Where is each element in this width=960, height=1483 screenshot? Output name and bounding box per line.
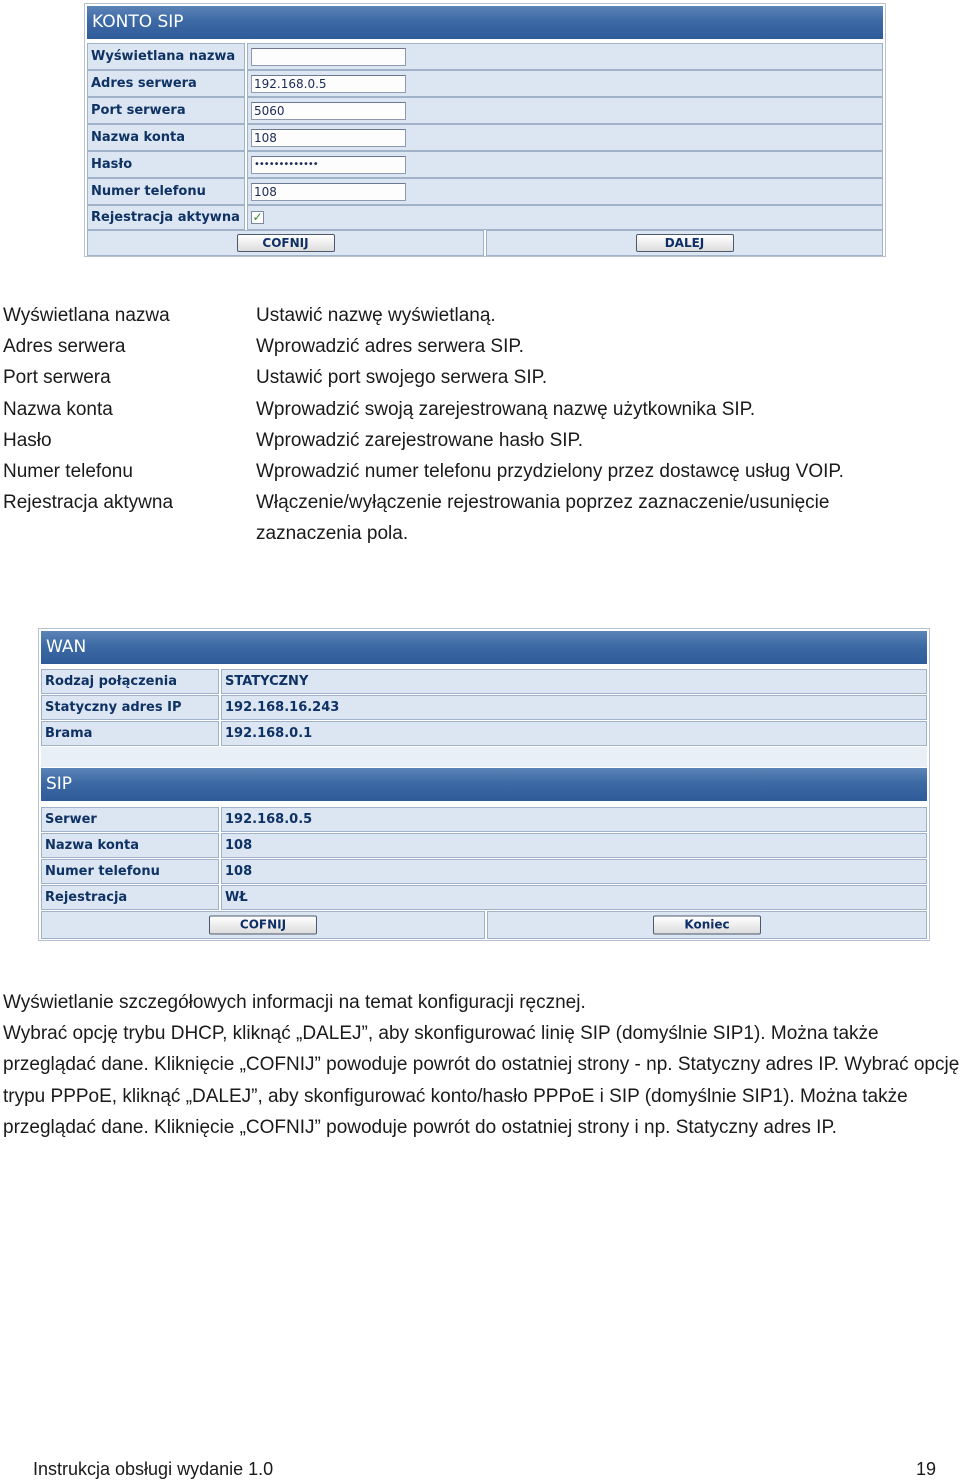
server-address-label: Adres serwera (87, 70, 245, 97)
konto-back-cell (87, 230, 484, 256)
account-name-label: Nazwa konta (87, 124, 245, 151)
server-port-input[interactable]: 5060 (251, 102, 406, 120)
sip-phone-label: Numer telefonu (41, 859, 219, 884)
konto-button-row (87, 230, 883, 256)
description-text: Wprowadzić zarejestrowane hasło SIP. (256, 429, 584, 451)
display-name-input[interactable] (251, 48, 406, 66)
sip-row (41, 807, 927, 832)
description-text: Ustawić port swojego serwera SIP. (256, 367, 548, 389)
server-port-row (87, 97, 883, 124)
server-label: Serwer (41, 807, 219, 832)
description-term: Wyświetlana nazwa (3, 305, 170, 326)
sip-registration-label: Rejestracja (41, 885, 219, 910)
konto-next-cell (486, 230, 883, 256)
description-text: Ustawić nazwę wyświetlaną. (256, 305, 496, 326)
server-address-cell (247, 70, 883, 97)
description-text: Włączenie/wyłączenie rejestrowania poprzez zaznaczenie/usunięcie zaznaczenia pola. (256, 492, 830, 545)
account-name-input[interactable]: 108 (251, 129, 406, 147)
account-name-row (87, 124, 883, 151)
konto-sip-title: KONTO SIP (87, 6, 883, 39)
wan-row (41, 669, 927, 694)
static-ip-value: 192.168.16.243 (221, 695, 927, 720)
registration-cell (247, 205, 883, 230)
description-term: Rejestracja aktywna (3, 492, 174, 514)
description-text: Wprowadzić adres serwera SIP. (256, 336, 524, 358)
sip-registration-value: WŁ (221, 885, 927, 910)
registration-checkbox[interactable]: ✓ (252, 210, 263, 224)
finish-button[interactable]: Koniec (653, 916, 761, 935)
sip-title: SIP (41, 768, 927, 801)
phone-number-input[interactable]: 108 (251, 183, 406, 201)
page-number: 19 (915, 1459, 936, 1479)
back-button[interactable]: COFNIJ (237, 234, 335, 252)
wan-row (41, 695, 927, 720)
summary-back-cell (41, 911, 485, 939)
description-row (0, 487, 960, 549)
static-ip-label: Statyczny adres IP (41, 695, 219, 720)
gateway-value: 192.168.0.1 (221, 721, 927, 746)
description-term: Numer telefonu (3, 461, 133, 483)
description-row (0, 425, 960, 456)
password-input[interactable]: ••••••••••••• (251, 156, 406, 174)
phone-number-cell (247, 178, 883, 205)
sip-row (41, 859, 927, 884)
server-address-input[interactable]: 192.168.0.5 (251, 75, 406, 93)
phone-number-label: Numer telefonu (87, 178, 245, 205)
sip-phone-value: 108 (221, 859, 927, 884)
summary-panel (38, 628, 930, 941)
server-value: 192.168.0.5 (221, 807, 927, 832)
field-descriptions (0, 300, 960, 550)
section-gap (41, 747, 927, 767)
password-label: Hasło (87, 151, 245, 178)
summary-finish-cell (487, 911, 927, 939)
description-row (0, 456, 960, 487)
server-address-row (87, 70, 883, 97)
display-name-cell (247, 43, 883, 70)
sip-account-label: Nazwa konta (41, 833, 219, 858)
registration-row (87, 205, 883, 230)
account-name-cell (247, 124, 883, 151)
server-port-label: Port serwera (87, 97, 245, 124)
description-term: Nazwa konta (3, 398, 113, 420)
connection-type-value: STATYCZNY (221, 669, 927, 694)
connection-type-label: Rodzaj połączenia (41, 669, 219, 694)
sip-row (41, 885, 927, 910)
registration-label: Rejestracja aktywna (87, 205, 245, 230)
display-name-label: Wyświetlana nazwa (87, 43, 245, 70)
password-row (87, 151, 883, 178)
description-text: Wprowadzić swoją zarejestrowaną nazwę użytkownika SIP. (256, 398, 756, 420)
summary-back-button[interactable]: COFNIJ (209, 916, 317, 935)
manual-paragraph: Wyświetlanie szczegółowych informacji na temat konfiguracji ręcznej. Wybrać opcję trybu DHCP, kliknąć „DALEJ”, aby skonfigurować linię SIP (domyślnie SIP1). Można także przeglądać dane. Kliknięcie „COFNIJ” powoduje powrót do ostatniej strony - np. Statyczny adres IP. Wybrać opcję trypu PPPoE, kliknąć „DALEJ”, aby skonfigurować konto/hasło PPPoE i SIP (domyślnie SIP1). Można także przeglądać dane. Kliknięcie „COFNIJ” powoduje powrót do ostatniej strony i np. Statyczny adres IP. (3, 992, 960, 1138)
description-term: Adres serwera (3, 336, 126, 358)
sip-account-value: 108 (221, 833, 927, 858)
gateway-label: Brama (41, 721, 219, 746)
server-port-cell (247, 97, 883, 124)
display-name-row (87, 43, 883, 70)
summary-button-row (41, 911, 927, 939)
description-row (0, 300, 960, 331)
description-text: Wprowadzić numer telefonu przydzielony przez dostawcę usług VOIP. (256, 461, 844, 483)
description-term: Hasło (3, 429, 52, 451)
description-row (0, 394, 960, 425)
description-row (0, 362, 960, 393)
wan-row (41, 721, 927, 746)
description-row (0, 331, 960, 362)
description-term: Port serwera (3, 367, 111, 389)
konto-sip-panel (84, 3, 886, 257)
wan-title: WAN (41, 631, 927, 664)
password-cell (247, 151, 883, 178)
phone-number-row (87, 178, 883, 205)
sip-row (41, 833, 927, 858)
footer-title: Instrukcja obsługi wydanie 1.0 (33, 1459, 274, 1479)
next-button[interactable]: DALEJ (636, 234, 734, 252)
